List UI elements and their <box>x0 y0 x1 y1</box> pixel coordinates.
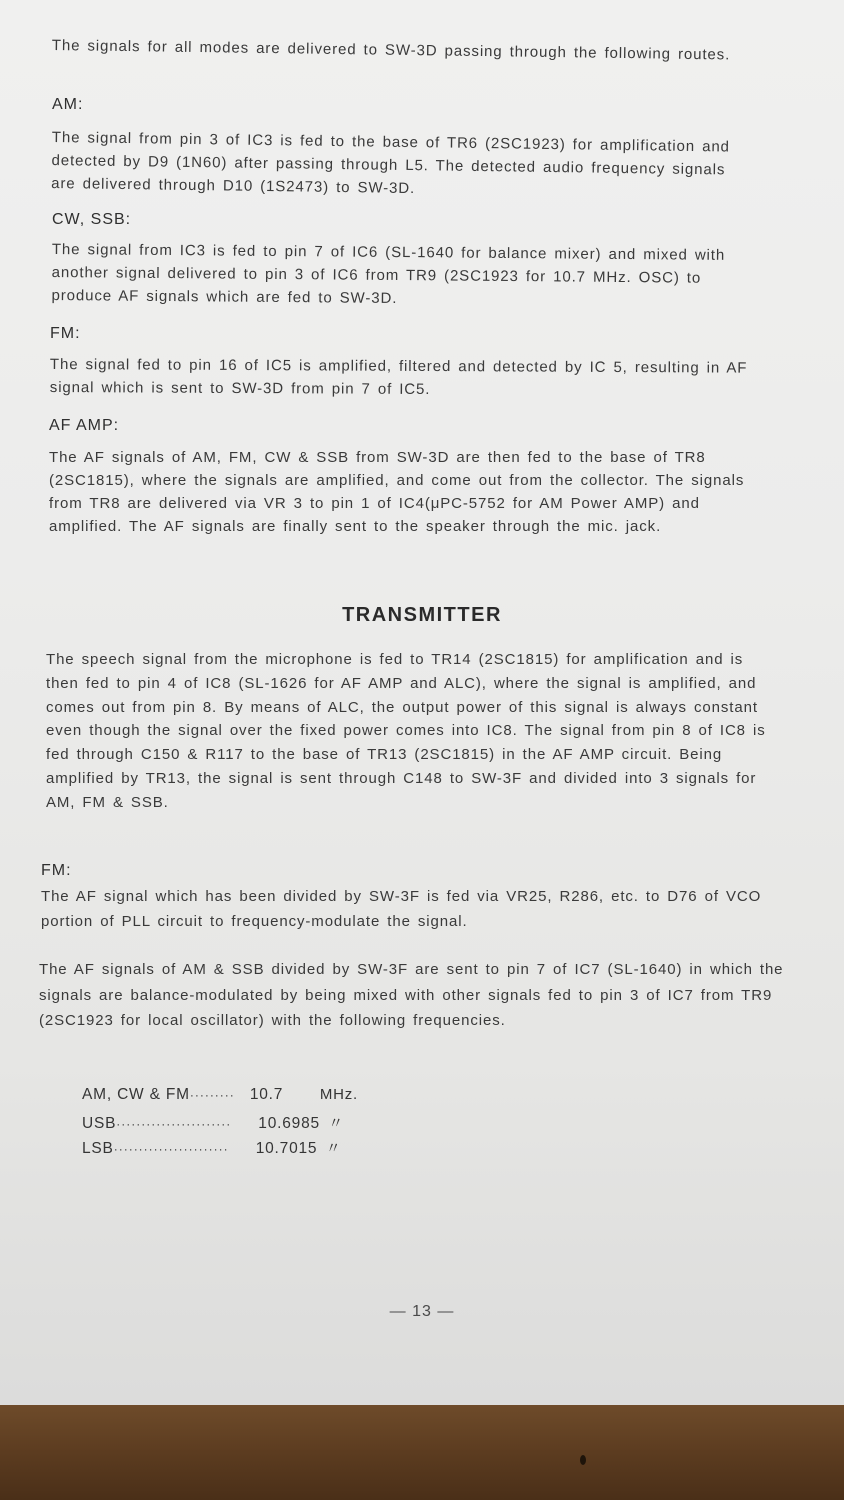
page-number: — 13 — <box>389 1303 455 1320</box>
ditto-mark: 〃 <box>325 1140 342 1157</box>
af-amp-paragraph: The AF signals of AM, FM, CW & SSB from SW-3D are then fed to the base of TR8 (2SC1815), where the signals are amplified, and come out from the collector. The signals from TR8 are delivered via VR 3 to pin 1 of IC4(μPC-5752 for AM Power AMP) and amplified. The AF signals are finally sent to the speaker through the mic. jack. <box>49 449 745 535</box>
frequency-list <box>82 1086 422 1163</box>
frequency-label: USB <box>82 1114 117 1132</box>
cw-ssb-heading: CW, SSB: <box>52 211 132 228</box>
frequency-row-lsb <box>82 1137 422 1163</box>
af-amp-heading: AF AMP: <box>49 417 120 434</box>
am-paragraph: The signal from pin 3 of IC3 is fed to the base of TR6 (2SC1923) for amplification and detected by D9 (1N60) after passing through L5. The detected audio frequency signals are delivered through D10 (1S2473) to SW-3D. <box>51 128 730 198</box>
cw-ssb-paragraph: The signal from IC3 is fed to pin 7 of IC6 (SL-1640 for balance mixer) and mixed with another signal delivered to pin 3 of IC6 from TR9 (2SC1923 for 10.7 MHz. OSC) to produce AF signals which are fed to SW-3D. <box>51 240 726 308</box>
fm-heading: FM: <box>50 325 81 342</box>
am-heading: AM: <box>52 96 84 113</box>
fm-paragraph: The signal fed to pin 16 of IC5 is amplified, filtered and detected by IC 5, resulting in AF signal which is sent to SW-3D from pin 7 of IC5. <box>49 355 748 398</box>
leader-dots: ······················· <box>116 1116 232 1131</box>
wooden-table-surface <box>0 1405 844 1500</box>
receiver-intro-paragraph: The signals for all modes are delivered to SW-3D passing through the following routes. <box>51 36 731 64</box>
section-title-transmitter: TRANSMITTER <box>342 604 502 626</box>
frequency-row-am-cw-fm <box>82 1086 422 1112</box>
frequency-value: 10.6985 <box>258 1114 320 1132</box>
leader-dots: ······················· <box>113 1142 229 1156</box>
am-ssb-modulation-paragraph: The AF signals of AM & SSB divided by SW-3F are sent to pin 7 of IC7 (SL-1640) in which the signals are balance-modulated by being mixed with other signals fed to pin 3 of IC7 from TR9 (2SC1923 for local oscillator) with the following frequencies. <box>39 961 784 1029</box>
leader-dots: ········· <box>189 1088 235 1102</box>
frequency-value: 10.7 <box>249 1086 284 1103</box>
frequency-value: 10.7015 <box>255 1140 318 1157</box>
frequency-unit: MHz. <box>319 1086 359 1103</box>
ditto-mark: 〃 <box>328 1114 345 1132</box>
frequency-label: AM, CW & FM <box>82 1086 190 1103</box>
table-speck <box>580 1455 586 1465</box>
transmitter-fm-paragraph: The AF signal which has been divided by SW-3F is fed via VR25, R286, etc. to D76 of VCO portion of PLL circuit to frequency-modulate the signal. <box>41 888 762 930</box>
frequency-row-usb <box>82 1112 422 1138</box>
frequency-label: LSB <box>82 1140 114 1157</box>
transmitter-intro-paragraph: The speech signal from the microphone is fed to TR14 (2SC1815) for amplification and is then fed to pin 4 of IC8 (SL-1626 for AF AMP and ALC), where the signal is amplified, and comes out from pin 8. By means of ALC, the output power of this signal is always constant even though the signal over the fixed power comes into IC8. The signal from pin 8 of IC8 is fed through C150 & R117 to the base of TR13 (2SC1815) in the AF AMP circuit. Being amplified by TR13, the signal is sent through C148 to SW-3F and divided into 3 signals for AM, FM & SSB. <box>46 651 766 811</box>
transmitter-fm-heading: FM: <box>41 862 72 879</box>
